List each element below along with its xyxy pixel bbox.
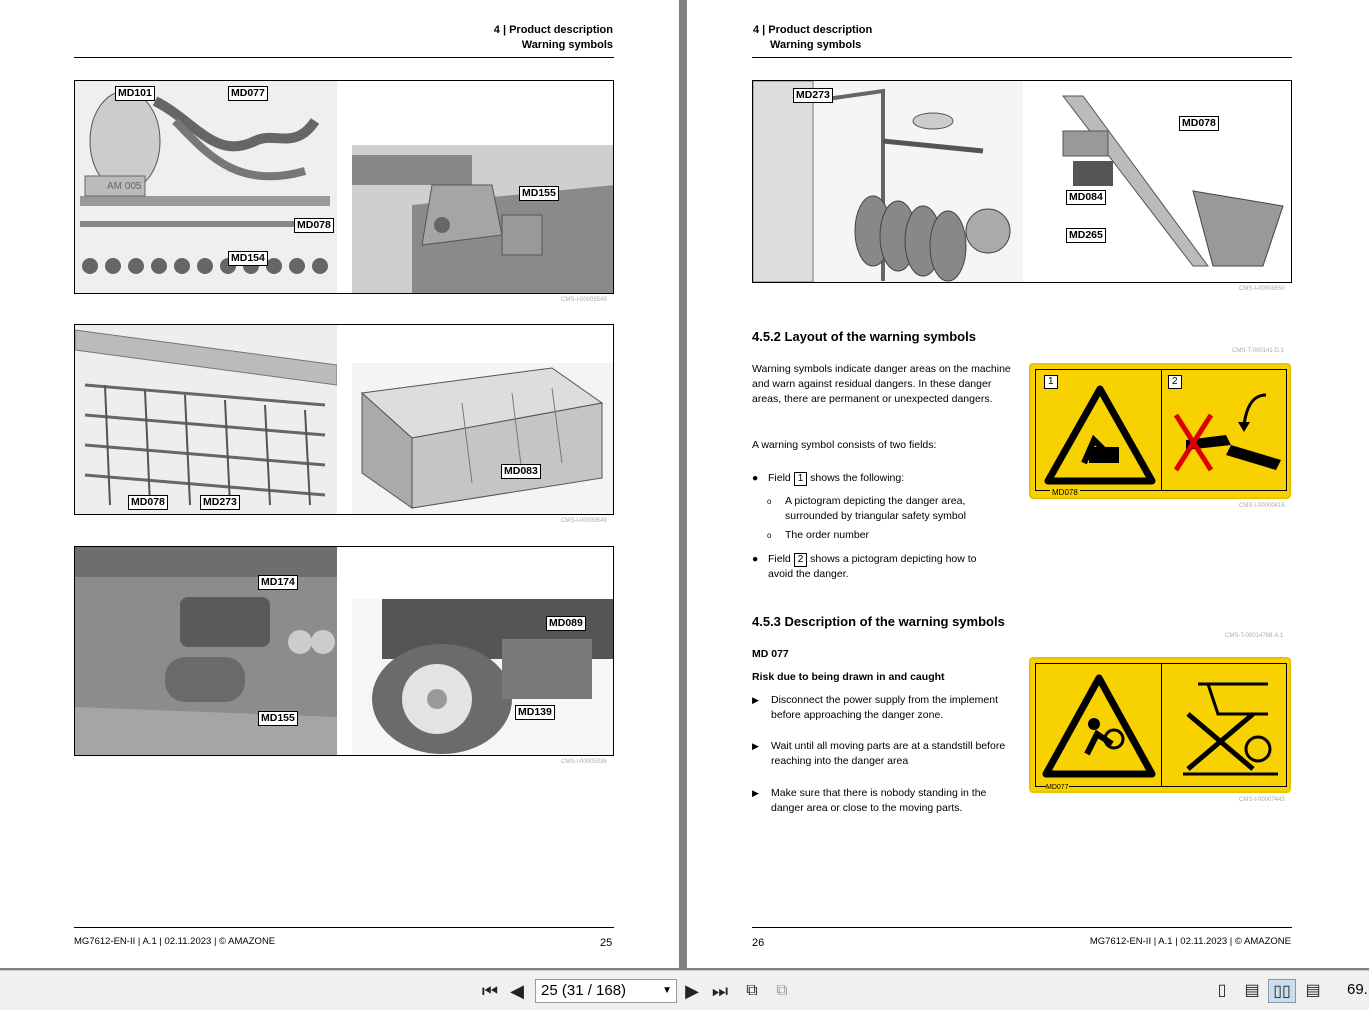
- machine-drawing-seeder: [75, 81, 337, 293]
- sub-bullet: o A pictogram depicting the danger area, surrounded by triangular safety symbol: [767, 495, 966, 522]
- drawn-in-triangle-icon: [1042, 674, 1156, 779]
- footer-rule: [752, 927, 1292, 928]
- label-md083: MD083: [501, 464, 541, 479]
- label-md084: MD084: [1066, 190, 1106, 205]
- label-md273: MD273: [200, 495, 240, 510]
- auger-drawing: [1033, 91, 1291, 281]
- previous-view-icon[interactable]: ⧉: [746, 982, 758, 999]
- section-heading-452: 4.5.2 Layout of the warning symbols: [752, 329, 976, 344]
- page-number: 25: [600, 937, 613, 949]
- facing-pages-icon[interactable]: ▯▯: [1268, 979, 1296, 1003]
- header-section: Warning symbols: [770, 39, 862, 51]
- machine-drawing-harrow: [75, 325, 337, 514]
- action-item: ▶ Make sure that there is nobody standing in the danger area or close to the moving parts.: [752, 787, 987, 814]
- figure-id: CMS-I-00008550: [1239, 286, 1285, 292]
- sign-code: MD078: [1052, 488, 1078, 497]
- page-footer: MG7612-EN-II | A.1 | 02.11.2023 | © AMAZONE: [1089, 936, 1291, 947]
- label-md077: MD077: [228, 86, 268, 101]
- single-page-icon[interactable]: ▯: [1217, 982, 1227, 999]
- continuous-icon[interactable]: ▤: [1244, 982, 1260, 999]
- paragraph: A warning symbol consists of two fields:: [752, 439, 937, 451]
- figure-1: [74, 80, 614, 294]
- section-heading-453: 4.5.3 Description of the warning symbols: [752, 614, 1005, 629]
- figure-id: CMS-I-00009549: [561, 297, 607, 303]
- header-rule: [74, 57, 614, 58]
- label-md139: MD139: [515, 705, 555, 720]
- last-page-icon[interactable]: ⏭: [711, 981, 729, 1001]
- header-rule: [752, 57, 1292, 58]
- page-number-value: 25 (31 / 168): [541, 982, 627, 999]
- label-md154: MD154: [228, 251, 268, 266]
- figure-id: CMS-I-00009549: [561, 518, 607, 524]
- machine-detail-drawing: [352, 145, 614, 293]
- label-md089: MD089: [546, 616, 586, 631]
- hopper-drawing: [352, 363, 614, 514]
- header-section: Warning symbols: [521, 39, 613, 51]
- figure-id: CMS-I-00000416: [1239, 503, 1285, 509]
- page-25: [0, 0, 679, 968]
- next-view-icon[interactable]: ⧉: [776, 982, 788, 999]
- label-md101: MD101: [115, 86, 155, 101]
- embossed-text: AM 005: [107, 181, 142, 192]
- bullet-field-2: ● Field 2 shows a pictogram depicting how to avoid the danger.: [752, 553, 977, 580]
- sub-bullet: o The order number: [767, 529, 870, 541]
- page-header: [753, 23, 872, 53]
- figure-1: [752, 80, 1292, 283]
- page-26: 4 | Product description Warning symbols MD273 MD078 MD084 MD265 CMS-I-00008550 4.5.2 Layout of the warning symbols CMS-T-000141-D.1 Warning symbols indicate danger areas on the machine and warn against residual dangers. In these danger areas, there are permanent or unexpected dangers. A warning symbol consists of two fields: ● Field 1 shows the following: o A pictogram depicting the danger area, surrounded by triangular safety symbol o The order number ● Field 2 shows a pictogram depicting how to avoid the danger. 1 2 MD078 CMS-I-00000416 4.5.3 Description of the warning symbols CMS-T-00014768-A.1 MD 077 Risk due to being drawn in and caught ▶ Disconnect the power supply from the implement before approaching the danger zone. ▶ Wait until all moving parts are at a standstill before reaching into the danger area ▶ Make sure that there is nobody standing in the danger area or close to the moving parts. MD077 CMS-I-00007443 26 MG7612-EN-II | A.1 | 02.11.2023 | © AMAZONE: [687, 0, 1369, 968]
- label-md078: MD078: [1179, 116, 1219, 131]
- label-md265: MD265: [1066, 228, 1106, 243]
- chevron-down-icon[interactable]: ▼: [662, 985, 672, 996]
- symbol-code-title: MD 077: [752, 648, 789, 660]
- action-item: ▶ Wait until all moving parts are at a standstill before reaching into the danger area: [752, 740, 1006, 767]
- page-number-select[interactable]: [535, 979, 677, 1003]
- field-number: 2: [1168, 375, 1182, 389]
- warning-sign-md077: [1029, 657, 1291, 793]
- risk-title: Risk due to being drawn in and caught: [752, 671, 945, 683]
- previous-page-icon[interactable]: ◀: [510, 981, 524, 1001]
- label-md155: MD155: [258, 711, 298, 726]
- header-chapter: 4 | Product description: [753, 24, 873, 36]
- warning-sign-md078: [1029, 363, 1291, 499]
- zoom-level[interactable]: 69.: [1347, 981, 1368, 998]
- label-md155: MD155: [519, 186, 559, 201]
- page-number: 26: [752, 937, 765, 949]
- page-header: [494, 23, 613, 53]
- field-number: 1: [1044, 375, 1058, 389]
- next-page-icon[interactable]: ▶: [685, 981, 699, 1001]
- section-id: CMS-T-00014768-A.1: [1225, 633, 1284, 639]
- sign-code: MD077: [1046, 784, 1069, 791]
- section-id: CMS-T-000141-D.1: [1232, 348, 1285, 354]
- label-md078: MD078: [294, 218, 334, 233]
- no-climbing-icon: [1168, 674, 1282, 779]
- machine-drawing-roller: [753, 81, 1023, 282]
- label-md273: MD273: [793, 88, 833, 103]
- page-footer: MG7612-EN-II | A.1 | 02.11.2023 | © AMAZONE: [74, 936, 276, 947]
- warning-triangle-icon: [1044, 385, 1156, 485]
- figure-id: CMS-I-00005338: [561, 759, 607, 765]
- figure-3: [74, 546, 614, 756]
- navigation-toolbar: [0, 970, 1369, 1010]
- figure-id: CMS-I-00007443: [1239, 797, 1285, 803]
- first-page-icon[interactable]: ⏮: [481, 981, 499, 1001]
- footer-rule: [74, 927, 614, 928]
- label-md078: MD078: [128, 495, 168, 510]
- paragraph: Warning symbols indicate danger areas on the machine and warn against residual dangers. In these danger areas, there are permanent or unexpected dangers.: [752, 363, 1011, 405]
- figure-2: [74, 324, 614, 515]
- header-chapter: 4 | Product description: [493, 24, 613, 36]
- action-item: ▶ Disconnect the power supply from the implement before approaching the danger zone.: [752, 694, 999, 721]
- hand-crush-prohibited-icon: [1166, 390, 1286, 480]
- continuous-facing-icon[interactable]: ▤: [1305, 982, 1321, 999]
- label-md174: MD174: [258, 575, 298, 590]
